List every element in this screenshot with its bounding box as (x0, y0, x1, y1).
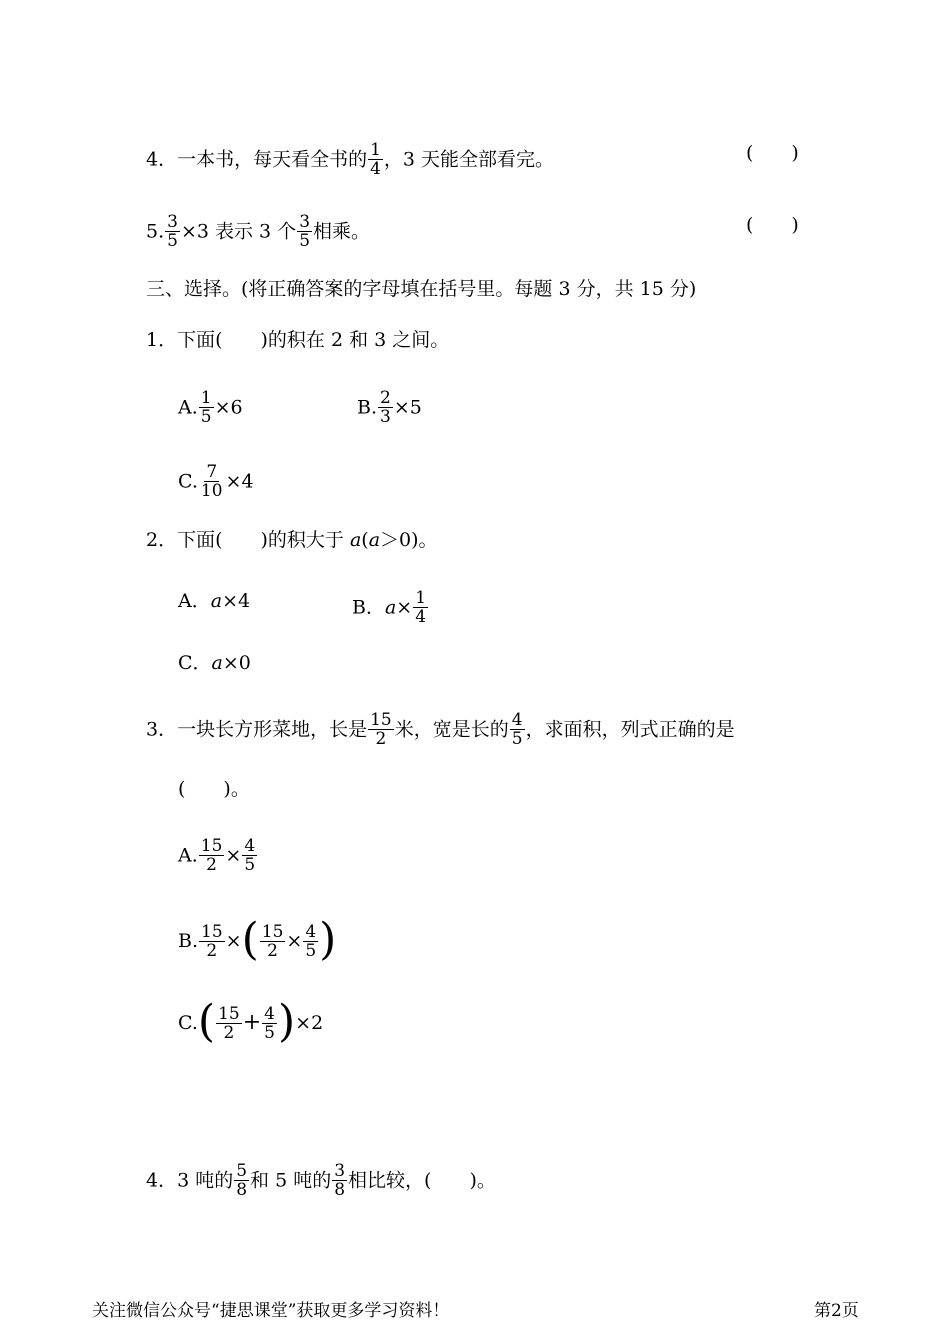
fraction: $\frac{1}{4}$ (370, 140, 381, 179)
fraction: $\frac{4}{5}$ (244, 836, 256, 875)
choice3-option-b[interactable]: B. $\frac{15}{2}$ ×( $\frac{15}{2}$ × $\frac{4}{5}$ ) (178, 914, 337, 965)
choice2-option-c[interactable]: C．a×0 (178, 652, 251, 674)
left-bracket: ( (197, 996, 216, 1047)
choice3-stem: 3．一块长方形菜地，长是 $\frac{15}{2}$ 米，宽是长的 $\frac{4}{5}$ ，求面积，列式正确的是 (146, 710, 735, 749)
choice1-option-c[interactable]: C. $\frac{7}{10}$ ×4 (178, 462, 254, 501)
fraction: $\frac{3}{5}$ (167, 212, 178, 251)
choice1-option-b[interactable]: B. $\frac{2}{3}$ ×5 (357, 388, 422, 427)
choice2-option-a[interactable]: A．a×4 (178, 590, 251, 612)
choice4-stem: 4．3 吨的 $\frac{5}{8}$ 和 5 吨的 $\frac{3}{8}$ 相比较，( )。 (146, 1161, 496, 1200)
footer-note: 关注微信公众号“捷思课堂”获取更多学习资料！ (92, 1301, 450, 1321)
right-bracket: ) (277, 996, 296, 1047)
judge-q4: 4．一本书，每天看全书的 $\frac{1}{4}$ ，3 天能全部看完。 (146, 140, 555, 179)
fraction: $\frac{15}{2}$ (200, 836, 223, 875)
fraction: $\frac{2}{3}$ (380, 388, 391, 427)
fraction: $\frac{1}{5}$ (200, 388, 212, 427)
answer-blank[interactable]: ( ) (746, 142, 799, 164)
page-number: 第2页 (814, 1301, 859, 1321)
choice2-option-b[interactable]: B．a× $\frac{1}{4}$ (352, 588, 427, 627)
fraction: $\frac{3}{8}$ (334, 1161, 346, 1200)
choice1-option-a[interactable]: A. $\frac{1}{5}$ ×6 (178, 388, 243, 427)
fraction: $\frac{1}{4}$ (415, 588, 427, 627)
choice3-option-a[interactable]: A. $\frac{15}{2}$ × $\frac{4}{5}$ (178, 836, 256, 875)
fraction: $\frac{4}{5}$ (305, 921, 317, 961)
choice2-stem: 2．下面( )的积大于 a(a＞0)。 (146, 529, 438, 551)
fraction: $\frac{3}{5}$ (299, 212, 311, 251)
fraction: $\frac{15}{2}$ (261, 921, 284, 961)
fraction: $\frac{5}{8}$ (236, 1161, 248, 1200)
fraction: $\frac{4}{5}$ (264, 1003, 275, 1043)
section-heading: 三、选择。(将正确答案的字母填在括号里。每题 3 分，共 15 分) (146, 278, 697, 300)
choice3-option-c[interactable]: C.( $\frac{15}{2}$ + $\frac{4}{5}$ )×2 (178, 996, 324, 1047)
right-bracket: ) (319, 914, 337, 965)
fraction: $\frac{15}{2}$ (201, 921, 223, 961)
left-bracket: ( (241, 914, 259, 965)
fraction: $\frac{4}{5}$ (511, 710, 523, 749)
judge-q5: 5. $\frac{3}{5}$ ×3 表示 3 个 $\frac{3}{5}$ 相乘。 (146, 212, 371, 251)
fraction: $\frac{7}{10}$ (200, 462, 223, 501)
fraction: $\frac{15}{2}$ (370, 710, 392, 749)
fraction: $\frac{15}{2}$ (218, 1003, 240, 1043)
answer-blank[interactable]: ( )。 (178, 778, 250, 800)
choice1-stem: 1．下面( )的积在 2 和 3 之间。 (146, 329, 450, 351)
answer-blank[interactable]: ( ) (746, 214, 799, 236)
